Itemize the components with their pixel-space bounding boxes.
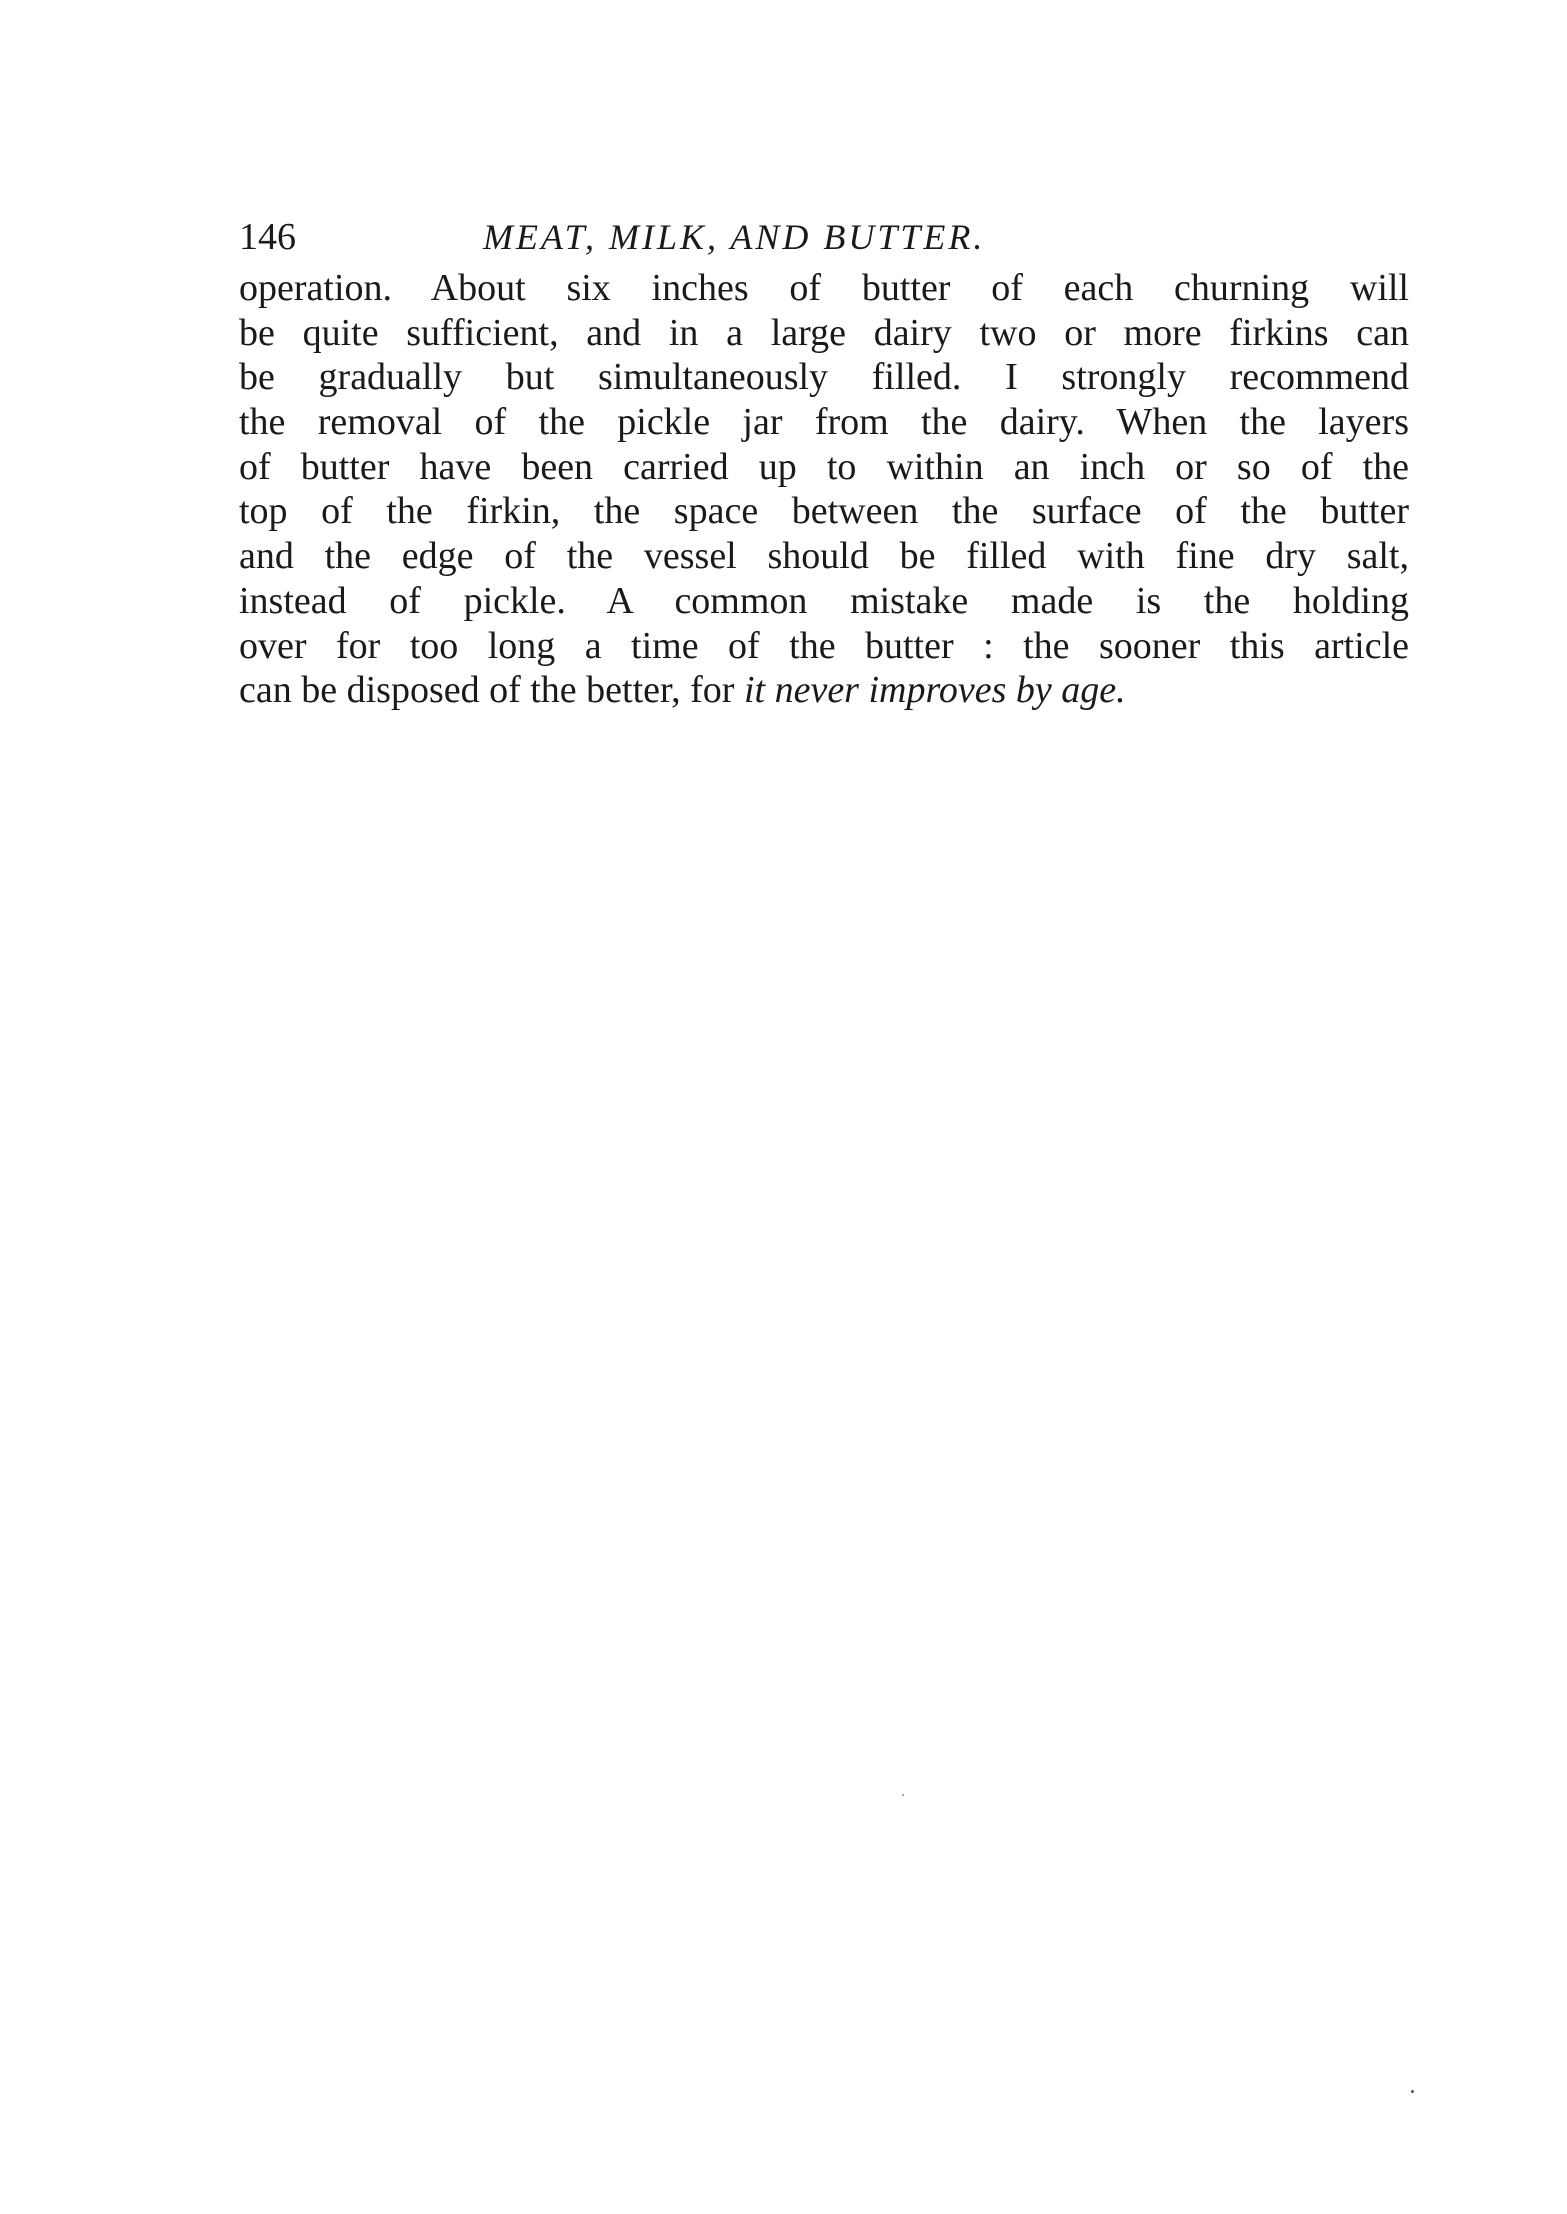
text-line: and the edge of the vessel should be filled with fine dry salt, — [239, 535, 1409, 578]
text-line: of butter have been carried up to within an inch or so of the — [239, 445, 1409, 488]
page-number: 146 — [239, 216, 296, 258]
text-line: be gradually but simultaneously filled. I strongly recommend — [239, 356, 1409, 399]
paper-speck — [902, 1794, 904, 1796]
paper-speck — [1411, 2090, 1414, 2093]
running-head — [239, 212, 1409, 262]
text-line-last-start: can be disposed of the better, for — [239, 669, 744, 712]
text-line: instead of pickle. A common mistake made is the holding — [239, 579, 1409, 622]
text-line: top of the firkin, the space between the surface of the butter — [239, 490, 1409, 533]
emphasized-phrase: it never improves by age. — [743, 669, 1126, 712]
text-line-last — [239, 668, 1409, 713]
running-title: MEAT, MILK, AND BUTTER. — [483, 217, 986, 257]
body-paragraph — [239, 266, 1409, 713]
text-line: the removal of the pickle jar from the dairy. When the layers — [239, 401, 1409, 444]
text-line: be quite sufficient, and in a large dairy two or more firkins can — [239, 311, 1409, 354]
text-line: operation. About six inches of butter of each churning will — [239, 267, 1409, 309]
text-line: over for too long a time of the butter : the sooner this article — [239, 624, 1409, 667]
